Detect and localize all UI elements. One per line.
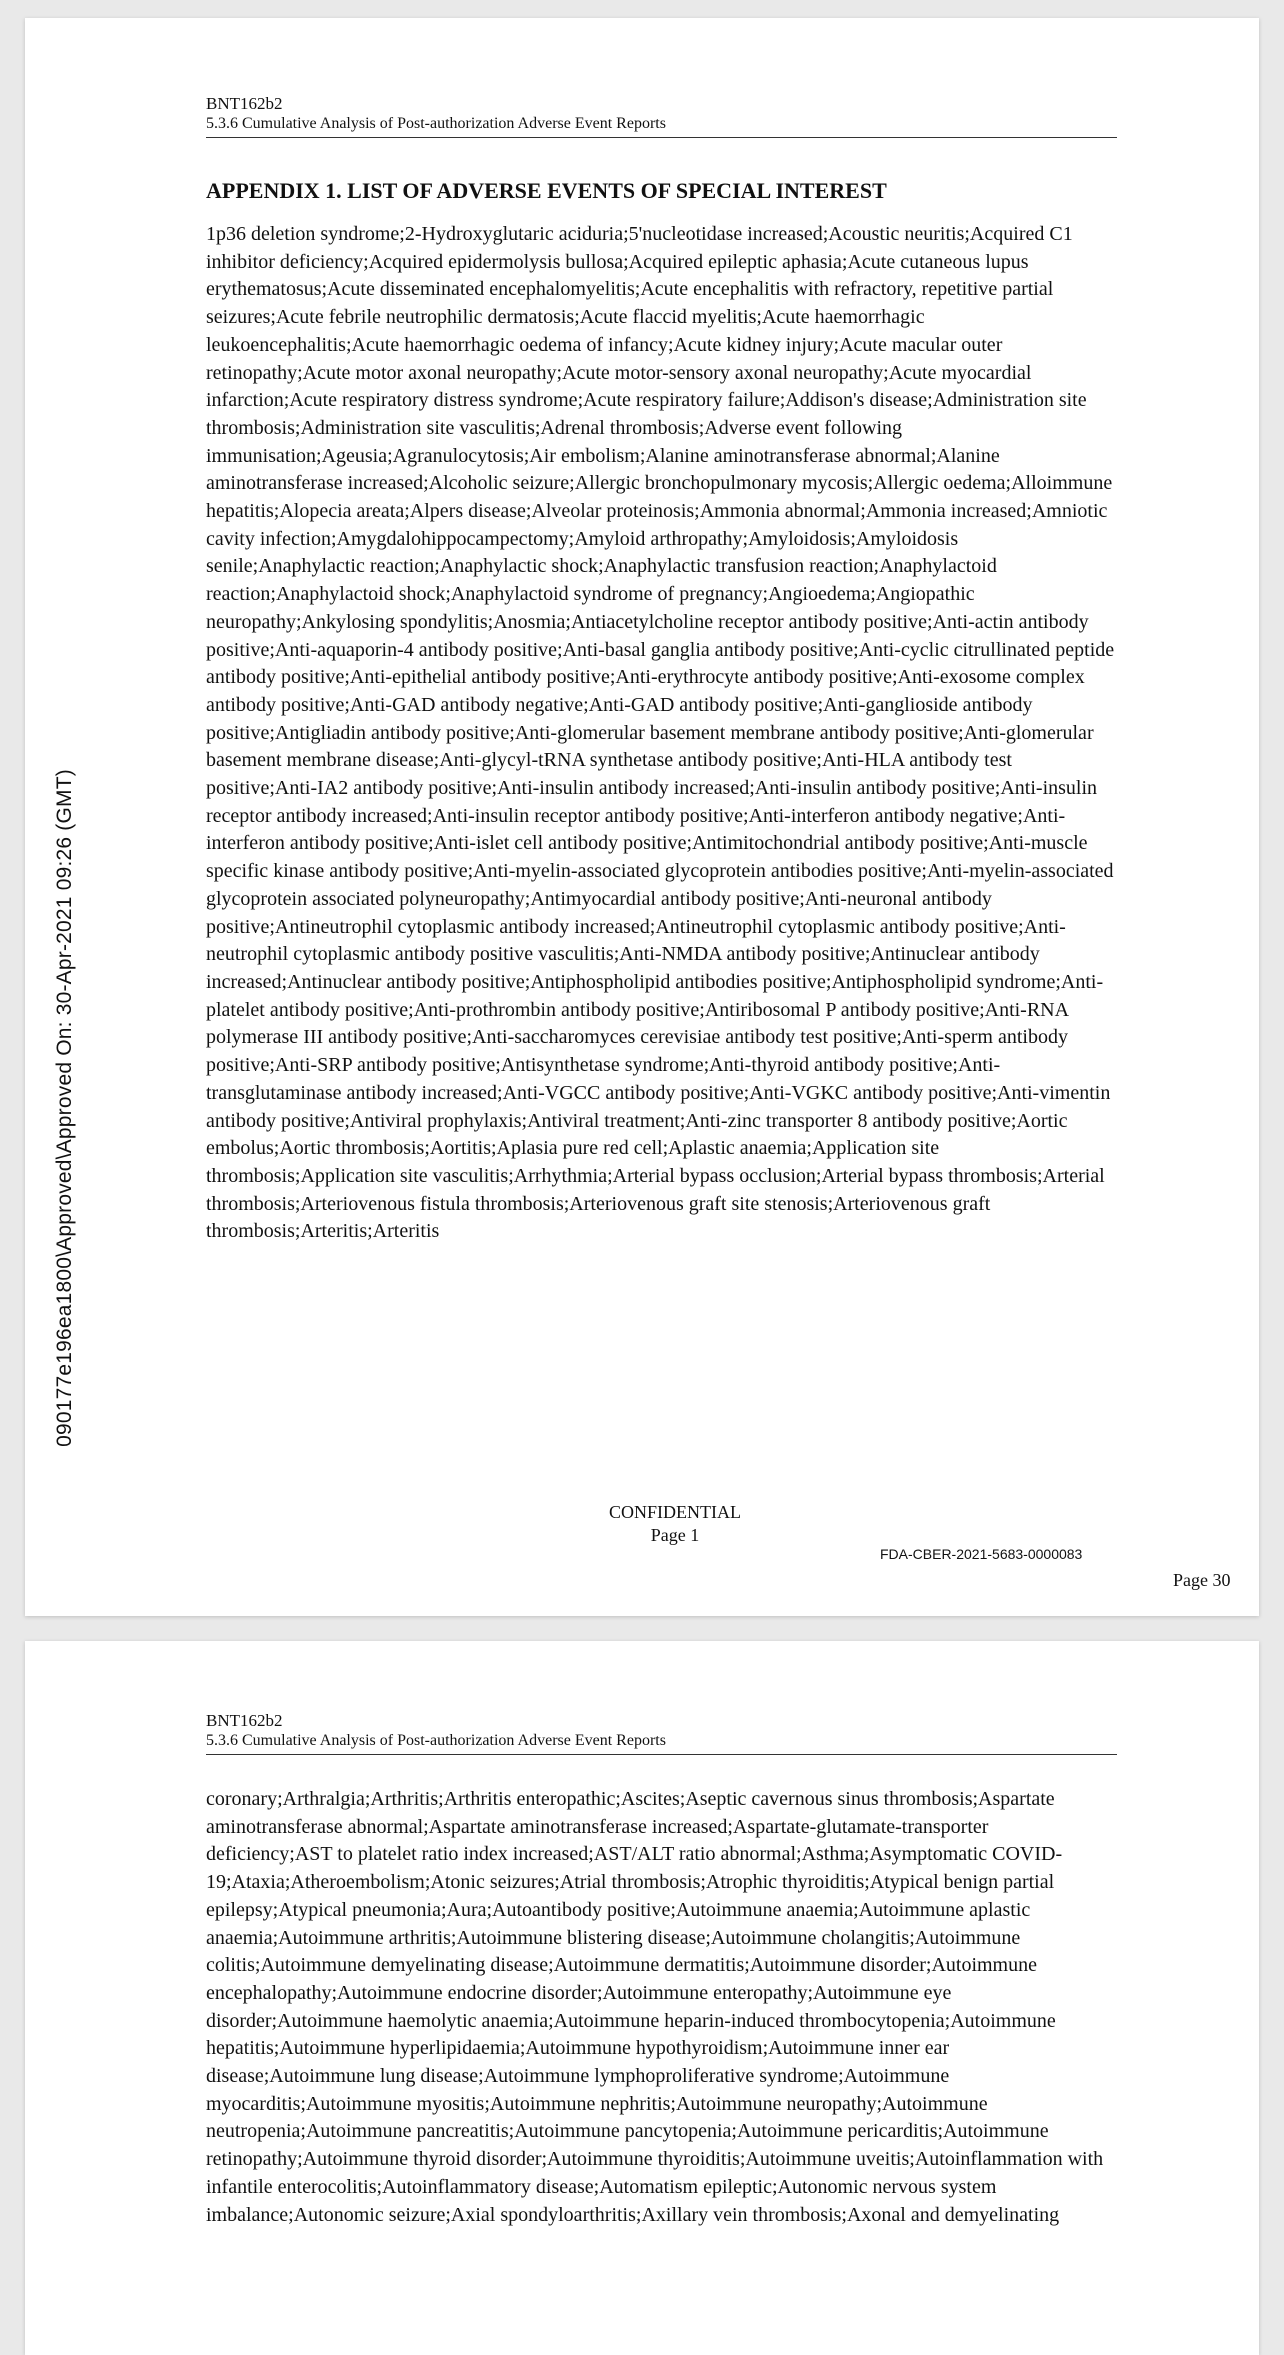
page-header	[206, 1711, 1117, 1755]
approval-stamp-text: 090177e196ea1800\Approved\Approved On: 30-Apr-2021 09:26 (GMT)	[53, 769, 76, 1447]
fda-document-id: FDA-CBER-2021-5683-0000083	[880, 1546, 1083, 1562]
document-page-1	[25, 18, 1259, 1616]
document-id: BNT162b2	[206, 1711, 283, 1730]
section-title: 5.3.6 Cumulative Analysis of Post-authorization Adverse Event Reports	[206, 115, 666, 132]
document-id: BNT162b2	[206, 94, 283, 113]
section-title: 5.3.6 Cumulative Analysis of Post-authorization Adverse Event Reports	[206, 1732, 666, 1749]
inner-page-label: Page 1	[650, 1525, 700, 1545]
adverse-events-list: 1p36 deletion syndrome;2-Hydroxyglutaric aciduria;5'nucleotidase increased;Acoustic neuritis;Acquired C1 inhibitor deficiency;Acquired epidermolysis bullosa;Acquired epileptic aphasia;Acute cutaneous lupus erythematosus;Acute disseminated encephalomyelitis;Acute encephalitis with refractory, repetitive partial seizures;Acute febrile neutrophilic dermatosis;Acute flaccid myelitis;Acute haemorrhagic leukoencephalitis;Acute haemorrhagic oedema of infancy;Acute kidney injury;Acute macular outer retinopathy;Acute motor axonal neuropathy;Acute motor-sensory axonal neuropathy;Acute myocardial infarction;Acute respiratory distress syndrome;Acute respiratory failure;Addison's disease;Administration site thrombosis;Administration site vasculitis;Adrenal thrombosis;Adverse event following immunisation;Ageusia;Agranulocytosis;Air embolism;Alanine aminotransferase abnormal;Alanine aminotransferase increased;Alcoholic seizure;Allergic bronchopulmonary mycosis;Allergic oedema;Alloimmune hepatitis;Alopecia areata;Alpers disease;Alveolar proteinosis;Ammonia abnormal;Ammonia increased;Amniotic cavity infection;Amygdalohippocampectomy;Amyloid arthropathy;Amyloidosis;Amyloidosis senile;Anaphylactic reaction;Anaphylactic shock;Anaphylactic transfusion reaction;Anaphylactoid reaction;Anaphylactoid shock;Anaphylactoid syndrome of pregnancy;Angioedema;Angiopathic neuropathy;Ankylosing spondylitis;Anosmia;Antiacetylcholine receptor antibody positive;Anti-actin antibody positive;Anti-aquaporin-4 antibody positive;Anti-basal ganglia antibody positive;Anti-cyclic citrullinated peptide antibody positive;Anti-epithelial antibody positive;Anti-erythrocyte antibody positive;Anti-exosome complex antibody positive;Anti-GAD antibody negative;Anti-GAD antibody positive;Anti-ganglioside antibody positive;Antigliadin antibody positive;Anti-glomerular basement membrane antibody positive;Anti-glomerular basement membrane disease;Anti-glycyl-tRNA synthetase antibody positive;Anti-HLA antibody test positive;Anti-IA2 antibody positive;Anti-insulin antibody increased;Anti-insulin antibody positive;Anti-insulin receptor antibody increased;Anti-insulin receptor antibody positive;Anti-interferon antibody negative;Anti-interferon antibody positive;Anti-islet cell antibody positive;Antimitochondrial antibody positive;Anti-muscle specific kinase antibody positive;Anti-myelin-associated glycoprotein antibodies positive;Anti-myelin-associated glycoprotein associated polyneuropathy;Antimyocardial antibody positive;Anti-neuronal antibody positive;Antineutrophil cytoplasmic antibody increased;Antineutrophil cytoplasmic antibody positive;Anti-neutrophil cytoplasmic antibody positive vasculitis;Anti-NMDA antibody positive;Antinuclear antibody increased;Antinuclear antibody positive;Antiphospholipid antibodies positive;Antiphospholipid syndrome;Anti-platelet antibody positive;Anti-prothrombin antibody positive;Antiribosomal P antibody positive;Anti-RNA polymerase III antibody positive;Anti-saccharomyces cerevisiae antibody test positive;Anti-sperm antibody positive;Anti-SRP antibody positive;Antisynthetase syndrome;Anti-thyroid antibody positive;Anti-transglutaminase antibody increased;Anti-VGCC antibody positive;Anti-VGKC antibody positive;Anti-vimentin antibody positive;Antiviral prophylaxis;Antiviral treatment;Anti-zinc transporter 8 antibody positive;Aortic embolus;Aortic thrombosis;Aortitis;Aplasia pure red cell;Aplastic anaemia;Application site thrombosis;Application site vasculitis;Arrhythmia;Arterial bypass occlusion;Arterial bypass thrombosis;Arterial thrombosis;Arteriovenous fistula thrombosis;Arteriovenous graft site stenosis;Arteriovenous graft thrombosis;Arteritis;Arteritis	[206, 223, 1115, 1243]
page-header	[206, 94, 1117, 138]
page-number: Page 30	[1173, 1570, 1231, 1590]
adverse-events-list-continued: coronary;Arthralgia;Arthritis;Arthritis enteropathic;Ascites;Aseptic cavernous sinus thrombosis;Aspartate aminotransferase abnormal;Aspartate aminotransferase increased;Aspartate-glutamate-transporter deficiency;AST to platelet ratio index increased;AST/ALT ratio abnormal;Asthma;Asymptomatic COVID-19;Ataxia;Atheroembolism;Atonic seizures;Atrial thrombosis;Atrophic thyroiditis;Atypical benign partial epilepsy;Atypical pneumonia;Aura;Autoantibody positive;Autoimmune anaemia;Autoimmune aplastic anaemia;Autoimmune arthritis;Autoimmune blistering disease;Autoimmune cholangitis;Autoimmune colitis;Autoimmune demyelinating disease;Autoimmune dermatitis;Autoimmune disorder;Autoimmune encephalopathy;Autoimmune endocrine disorder;Autoimmune enteropathy;Autoimmune eye disorder;Autoimmune haemolytic anaemia;Autoimmune heparin-induced thrombocytopenia;Autoimmune hepatitis;Autoimmune hyperlipidaemia;Autoimmune hypothyroidism;Autoimmune inner ear disease;Autoimmune lung disease;Autoimmune lymphoproliferative syndrome;Autoimmune myocarditis;Autoimmune myositis;Autoimmune nephritis;Autoimmune neuropathy;Autoimmune neutropenia;Autoimmune pancreatitis;Autoimmune pancytopenia;Autoimmune pericarditis;Autoimmune retinopathy;Autoimmune thyroid disorder;Autoimmune thyroiditis;Autoimmune uveitis;Autoinflammation with infantile enterocolitis;Autoinflammatory disease;Automatism epileptic;Autonomic nervous system imbalance;Autonomic seizure;Axial spondyloarthritis;Axillary vein thrombosis;Axonal and demyelinating	[206, 1788, 1104, 2226]
confidential-label: CONFIDENTIAL	[609, 1502, 741, 1522]
document-page-2	[25, 1641, 1259, 2355]
approval-stamp	[40, 698, 90, 1518]
appendix-heading: APPENDIX 1. LIST OF ADVERSE EVENTS OF SPECIAL INTEREST	[206, 178, 887, 203]
